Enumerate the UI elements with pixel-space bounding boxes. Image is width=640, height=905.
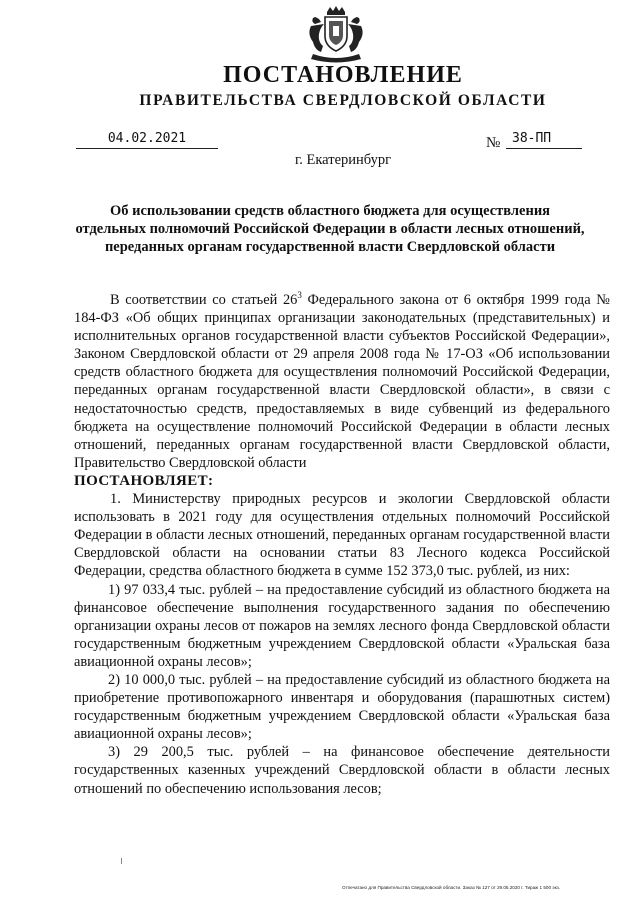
document-city: г. Екатеринбург [294,152,392,168]
preamble-part-1: В соответствии со статьей 26 [110,292,298,308]
document-body [74,291,610,798]
clause-1-item-2: 2) 10 000,0 тыс. рублей – на предоставление субсидий из областного бюджета на приобретение противопожарного инвентаря и оборудования (парашютных систем) государственным бюджетным учреждением Свердловской области «Уральская база авиационной охраны лесов»; [74,671,610,743]
preamble-part-2: Федерального закона от 6 октября 1999 года № 184-ФЗ «Об общих принципах организации законодательных (представительных) и исполнительных органов государственной власти субъектов Российской Федерации», Законом Свердловской области от 29 апреля 2008 года № 17-ОЗ «Об использовании средств областного бюджета для осуществления полномочий Российской Федерации, переданных органам государственной власти Свердловской области», в связи с недостаточностью средств, предоставляемых в виде субвенций из федерального бюджета на осуществление полномочий Российской Федерации в области лесных отношений, переданных органам государственной власти Свердловской области, Правительство Свердловской области [74,292,610,471]
clause-1-item-3: 3) 29 200,5 тыс. рублей – на финансовое обеспечение деятельности государственных казенных учреждений Свердловской области в области лесных отношений по обеспечению использования лесов; [74,744,610,797]
decree-word: ПОСТАНОВЛЯЕТ: [74,472,214,489]
issuer-heading: ПРАВИТЕЛЬСТВА СВЕРДЛОВСКОЙ ОБЛАСТИ [139,92,547,109]
coat-of-arms-icon [303,6,369,66]
decree-word-paragraph [74,472,610,490]
document-title: Об использовании средств областного бюджета для осуществления отдельных полномочий Российской Федерации в области лесных отношений, переданных органам государственной власти Свердловской области [75,203,585,255]
clause-1: 1. Министерству природных ресурсов и экологии Свердловской области использовать в 2021 году для осуществления отдельных полномочий Российской Федерации в области лесных отношений, переданных органам государственной власти Свердловской области на основании статьи 83 Лесного кодекса Российской Федерации, средства областного бюджета в сумме 152 373,0 тыс. рублей, из них: [74,491,610,580]
clause-1-item-1: 1) 97 033,4 тыс. рублей – на предоставление субсидий из областного бюджета на финансовое обеспечение выполнения государственного задания по обеспечению организации охраны лесов от пожаров на землях лесного фонда Свердловской области государственным бюджетным учреждением Свердловской области «Уральская база авиационной охраны лесов»; [74,581,610,670]
document-date: 04.02.2021 [76,131,218,149]
document-number-label: № [486,135,501,151]
document-type-heading: ПОСТАНОВЛЕНИЕ [223,62,463,88]
preamble-paragraph [74,291,610,472]
margin-mark [121,858,122,864]
preamble-superscript: 3 [297,290,302,301]
document-number: 38-ПП [506,131,582,149]
print-footer: Отпечатано для Правительства Свердловской области. Заказ № 127 от 29.05.2020 г. Тираж 1 500 экз. [342,885,561,890]
